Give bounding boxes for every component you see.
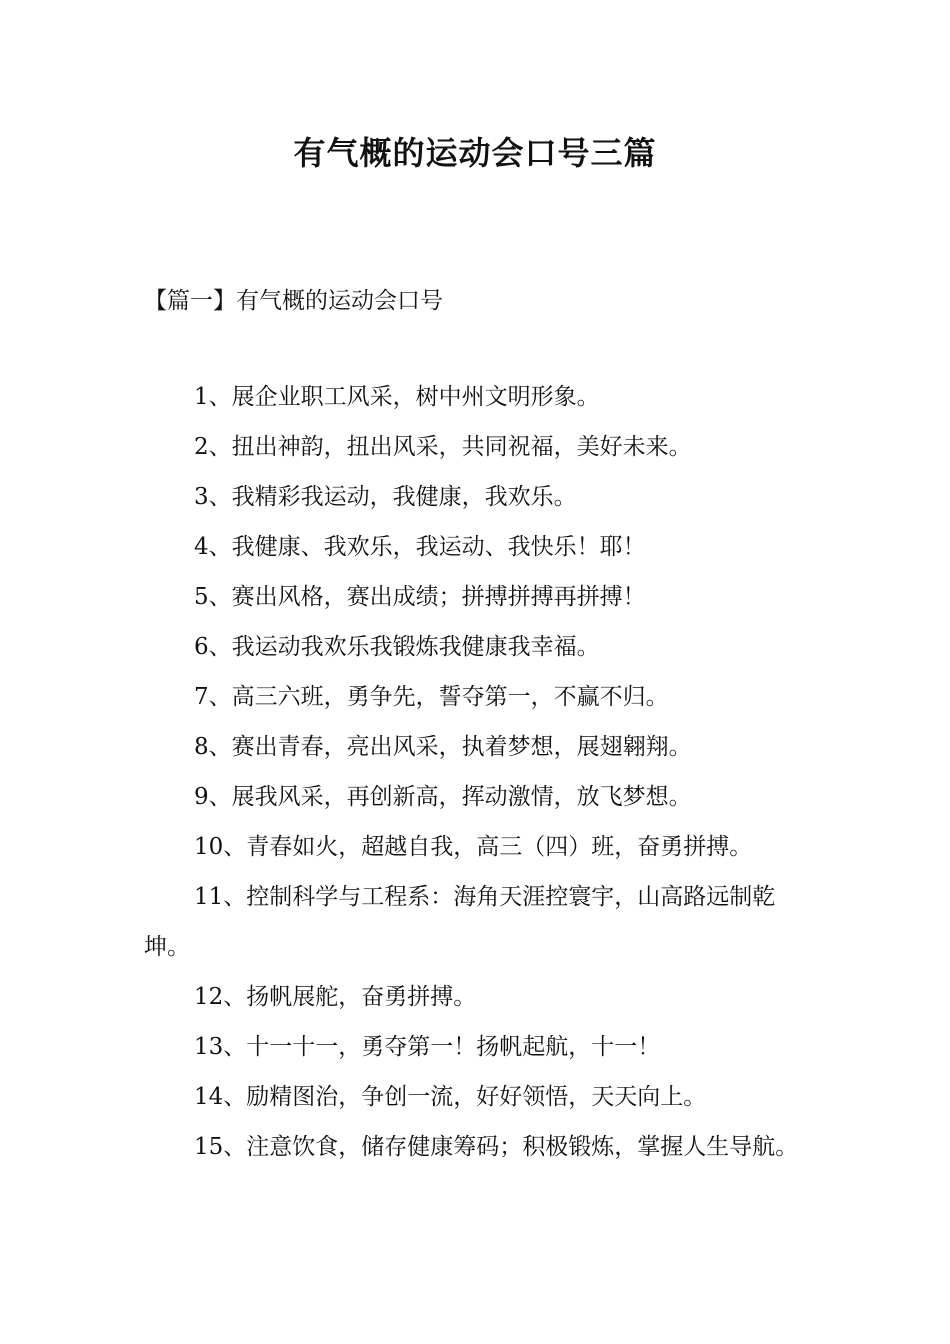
slogan-item: 1、展企业职工风采，树中州文明形象。 [194,384,600,410]
slogan-item: 4、我健康、我欢乐，我运动、我快乐！耶！ [194,534,646,560]
slogan-item: 12、扬帆展舵，奋勇拼搏。 [194,984,477,1010]
slogan-item: 9、展我风采，再创新高，挥动激情，放飞梦想。 [194,784,692,810]
slogan-item: 6、我运动我欢乐我锻炼我健康我幸福。 [194,634,600,660]
slogan-item: 8、赛出青春，亮出风采，执着梦想，展翅翱翔。 [194,734,692,760]
slogan-item: 3、我精彩我运动，我健康，我欢乐。 [194,484,577,510]
slogan-item: 5、赛出风格，赛出成绩；拼搏拼搏再拼搏！ [194,584,646,610]
slogan-item: 14、励精图治，争创一流，好好领悟，天天向上。 [194,1084,707,1110]
slogan-list [144,372,809,1172]
section-heading: 【篇一】有气概的运动会口号 [144,288,443,314]
document-title: 有气概的运动会口号三篇 [293,134,657,172]
slogan-item: 13、十一十一，勇夺第一！扬帆起航，十一！ [194,1034,661,1060]
slogan-item: 10、青春如火，超越自我，高三（四）班，奋勇拼搏。 [194,834,753,860]
slogan-item: 15、注意饮食，储存健康筹码；积极锻炼，掌握人生导航。 [194,1134,799,1160]
slogan-item: 11、控制科学与工程系：海角天涯控寰宇，山高路远制乾坤。 [144,884,776,960]
slogan-item: 2、扭出神韵，扭出风采，共同祝福，美好未来。 [194,434,692,460]
slogan-item: 7、高三六班，勇争先，誓夺第一，不赢不归。 [194,684,669,710]
